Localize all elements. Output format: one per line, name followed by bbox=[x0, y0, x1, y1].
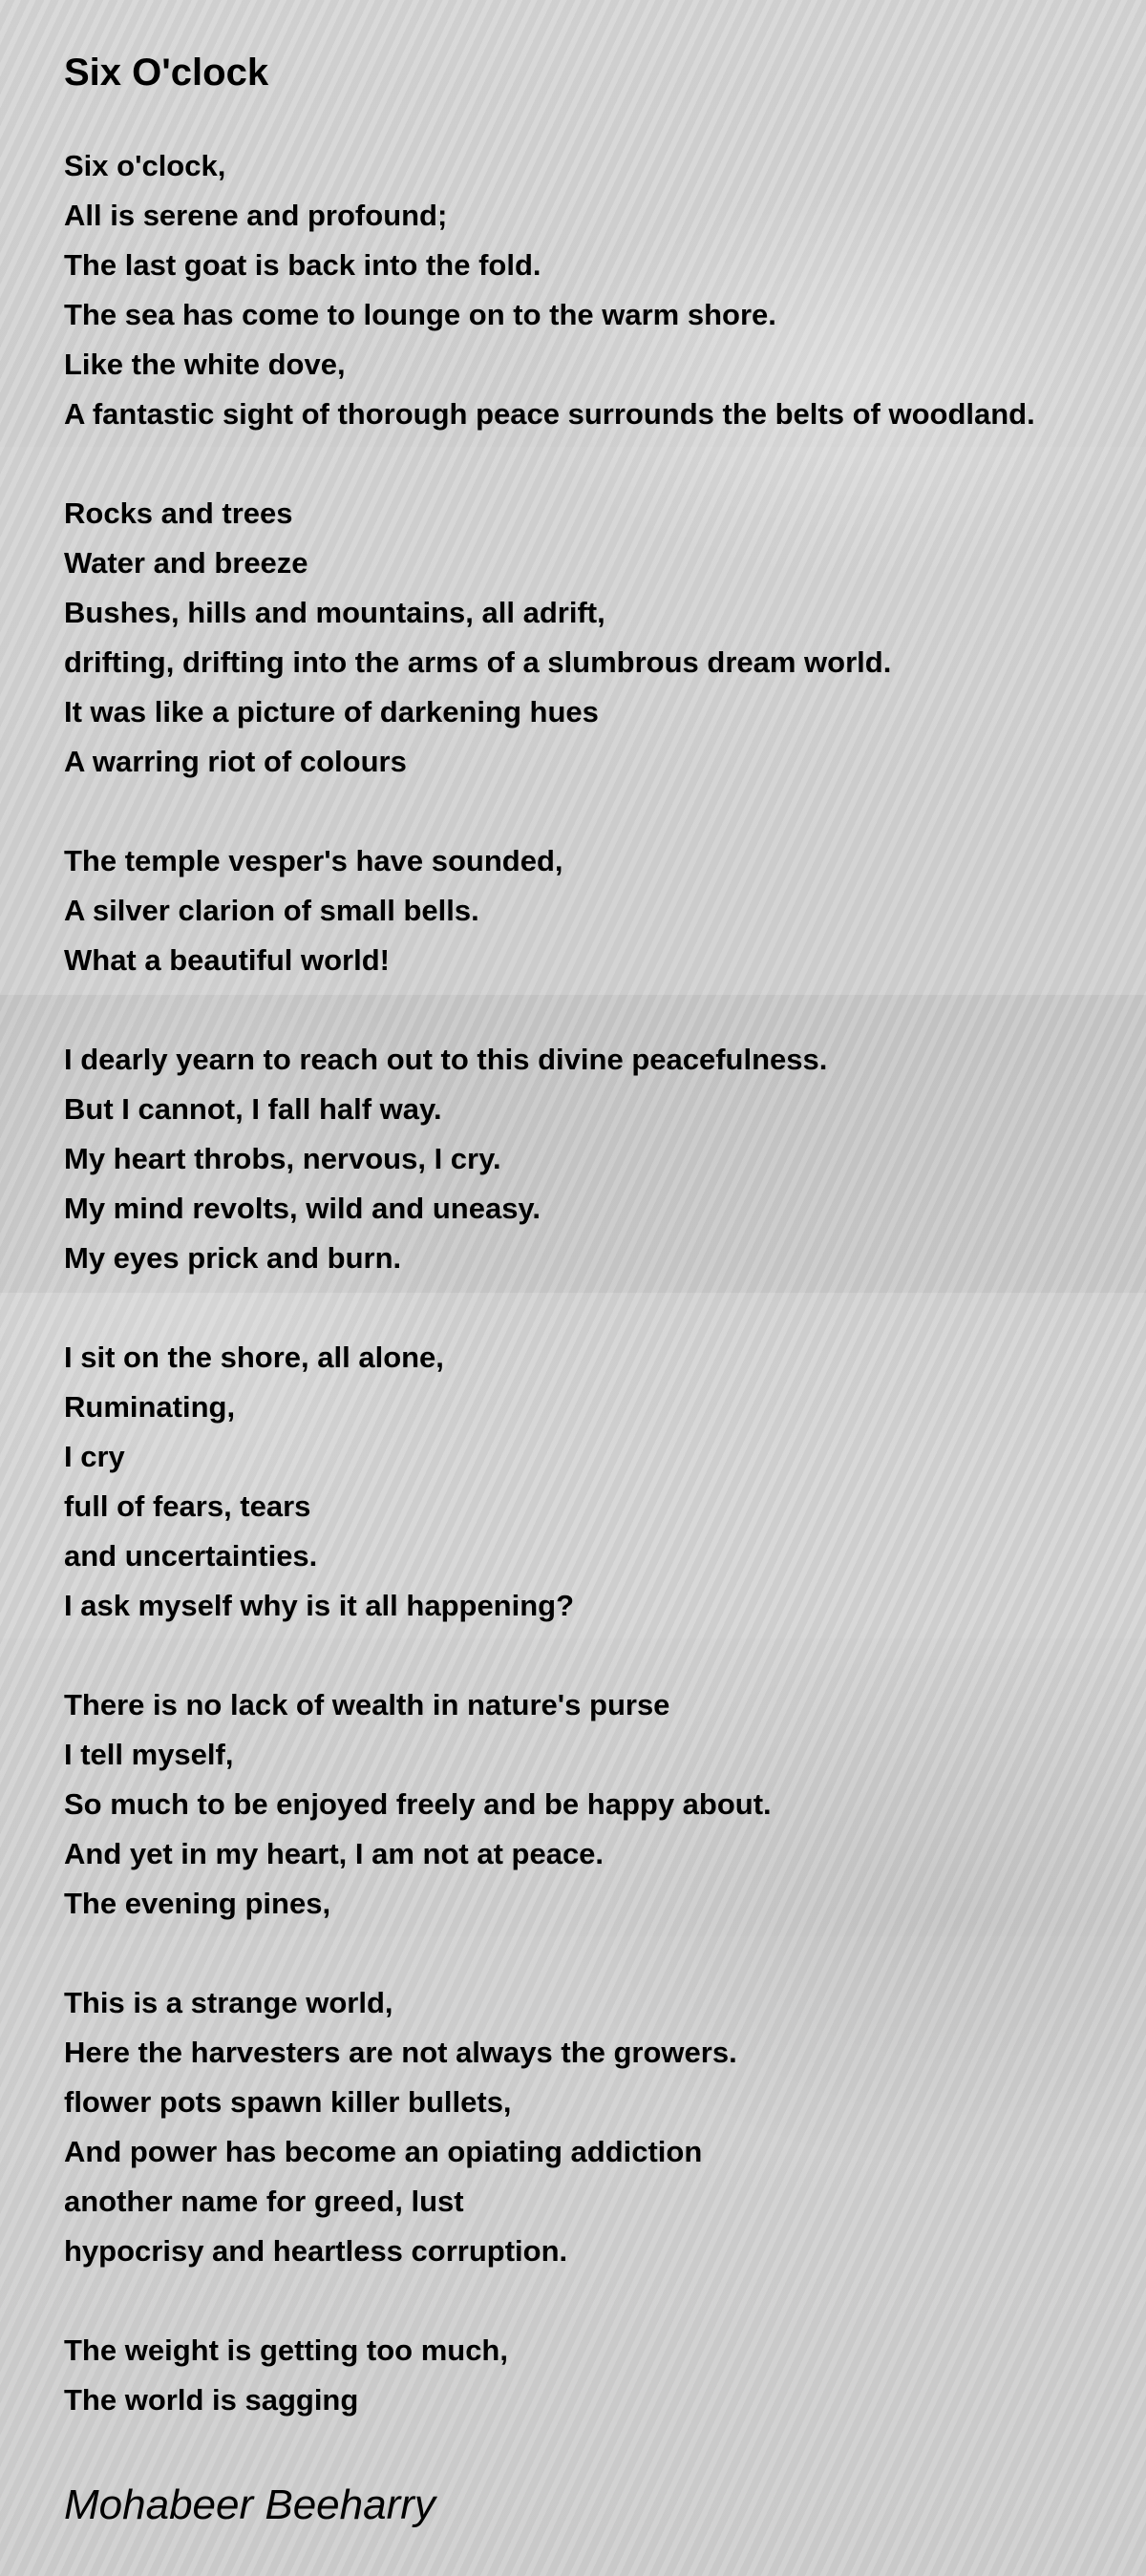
poem-line: It was like a picture of darkening hues bbox=[64, 695, 599, 728]
poem-line: I ask myself why is it all happening? bbox=[64, 1589, 575, 1622]
poem-line: My mind revolts, wild and uneasy. bbox=[64, 1192, 541, 1225]
poem-line: Six o'clock, bbox=[64, 149, 226, 182]
poem-line: A silver clarion of small bells. bbox=[64, 894, 479, 927]
poem-line: Rocks and trees bbox=[64, 496, 293, 530]
poem-line: There is no lack of wealth in nature's purse bbox=[64, 1688, 670, 1721]
poem-line: The world is sagging bbox=[64, 2383, 359, 2417]
stanza-break bbox=[64, 1631, 1035, 1680]
poem-line: The temple vesper's have sounded, bbox=[64, 844, 563, 877]
stanza-break bbox=[64, 439, 1035, 489]
poem-line: And yet in my heart, I am not at peace. bbox=[64, 1837, 605, 1870]
stanza-break bbox=[64, 2276, 1035, 2326]
poem-title: Six O'clock bbox=[64, 52, 269, 94]
poem-author: Mohabeer Beeharry bbox=[64, 2481, 435, 2528]
poem-line: A warring riot of colours bbox=[64, 745, 407, 778]
poem-line: hypocrisy and heartless corruption. bbox=[64, 2234, 568, 2268]
poem-line: My eyes prick and burn. bbox=[64, 1241, 402, 1275]
poem-line: Here the harvesters are not always the growers. bbox=[64, 2036, 737, 2069]
poem-line: I tell myself, bbox=[64, 1738, 234, 1771]
poem-line: Like the white dove, bbox=[64, 348, 346, 381]
poem-line: Bushes, hills and mountains, all adrift, bbox=[64, 596, 605, 629]
poem-line: I sit on the shore, all alone, bbox=[64, 1341, 444, 1374]
stanza-break bbox=[64, 787, 1035, 836]
poem-line: And power has become an opiating addiction bbox=[64, 2135, 703, 2168]
stanza-break bbox=[64, 1929, 1035, 1978]
poem-line: This is a strange world, bbox=[64, 1986, 393, 2019]
poem-line: flower pots spawn killer bullets, bbox=[64, 2085, 512, 2119]
poem-line: Ruminating, bbox=[64, 1390, 236, 1424]
poem-line: The evening pines, bbox=[64, 1887, 331, 1920]
poem-line: I cry bbox=[64, 1440, 125, 1473]
poem-body bbox=[64, 141, 1035, 2425]
poem-line: A fantastic sight of thorough peace surrounds the belts of woodland. bbox=[64, 397, 1035, 431]
stanza-break bbox=[64, 985, 1035, 1035]
poem-line: What a beautiful world! bbox=[64, 943, 390, 977]
poem-line: But I cannot, I fall half way. bbox=[64, 1092, 442, 1126]
poem-line: and uncertainties. bbox=[64, 1539, 318, 1573]
poem-line: another name for greed, lust bbox=[64, 2185, 464, 2218]
poem-line: Water and breeze bbox=[64, 546, 308, 580]
poem-line: The weight is getting too much, bbox=[64, 2333, 508, 2367]
poem-line: So much to be enjoyed freely and be happy about. bbox=[64, 1787, 772, 1821]
poem-line: The sea has come to lounge on to the warm shore. bbox=[64, 298, 776, 331]
poem-line: full of fears, tears bbox=[64, 1489, 311, 1523]
poem-line: I dearly yearn to reach out to this divine peacefulness. bbox=[64, 1043, 828, 1076]
poem-line: My heart throbs, nervous, I cry. bbox=[64, 1142, 501, 1175]
poem-line: All is serene and profound; bbox=[64, 199, 448, 232]
poem-line: drifting, drifting into the arms of a slumbrous dream world. bbox=[64, 645, 892, 679]
stanza-break bbox=[64, 1283, 1035, 1333]
poem-line: The last goat is back into the fold. bbox=[64, 248, 541, 282]
